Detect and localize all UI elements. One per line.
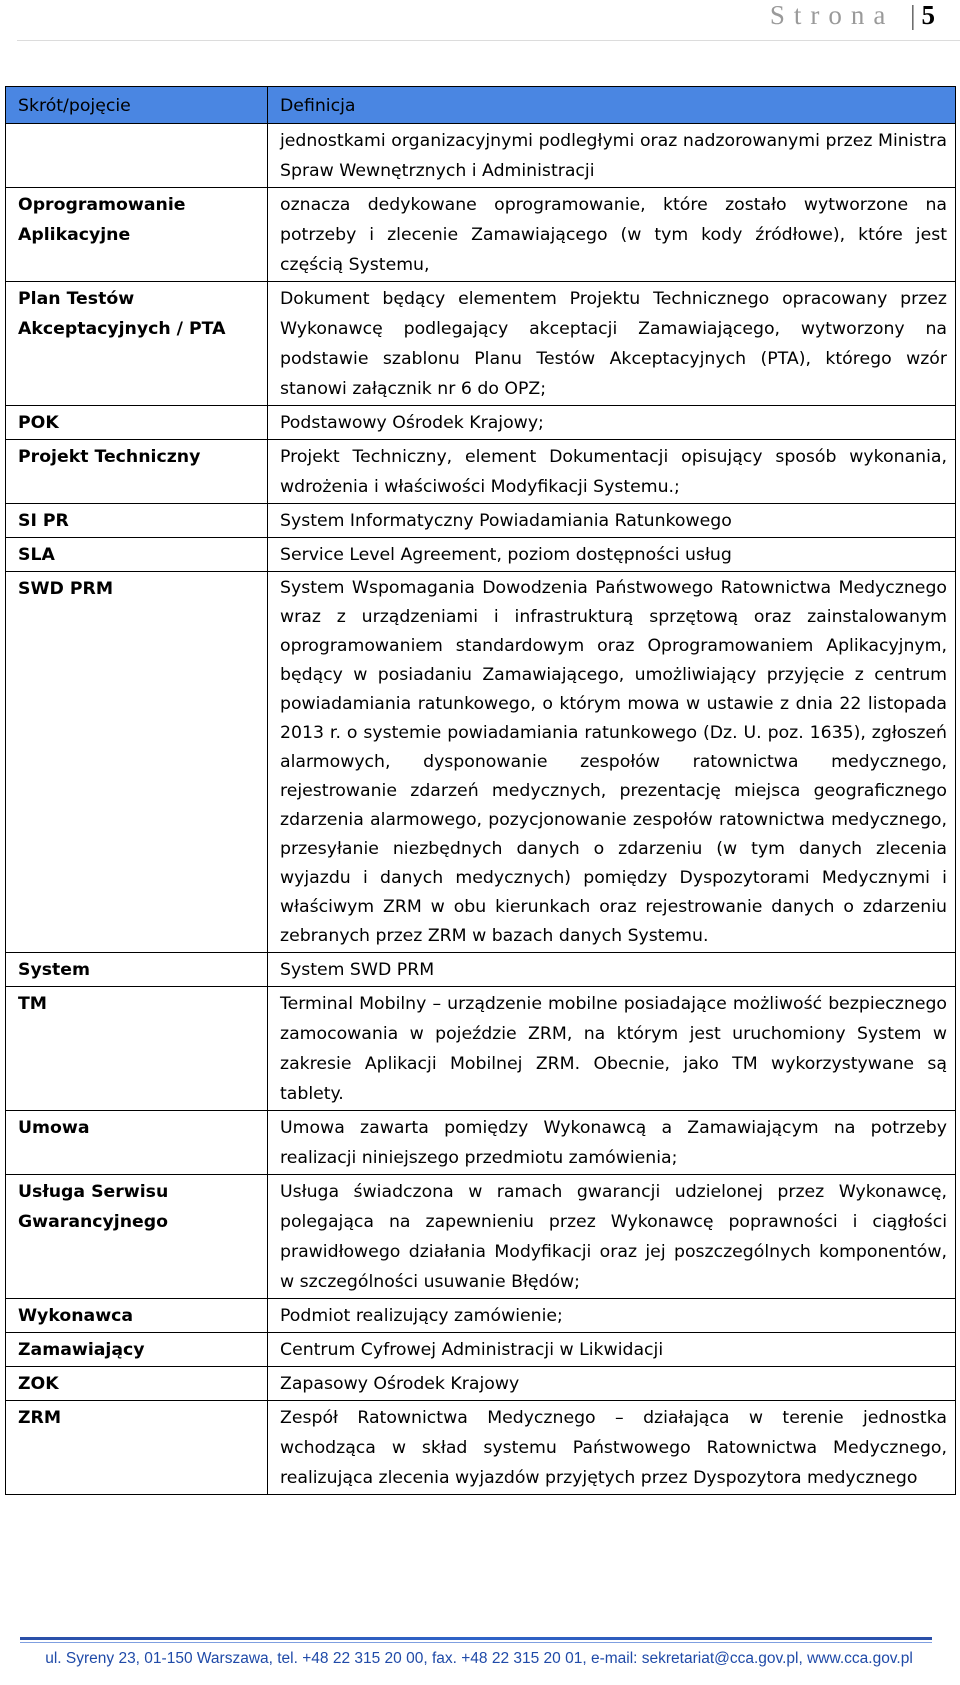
table-row <box>6 1299 956 1333</box>
term-text: Wykonawca <box>18 1306 134 1326</box>
definition-cell: Podstawowy Ośrodek Krajowy; <box>268 406 956 440</box>
term-text: Oprogramowanie <box>18 195 186 215</box>
definition-cell: Podmiot realizujący zamówienie; <box>268 1299 956 1333</box>
table-row <box>6 987 956 1111</box>
term-text: SI PR <box>18 511 69 531</box>
definition-cell: Usługa świadczona w ramach gwarancji udzielonej przez Wykonawcę, polegająca na zapewnieniu przez Wykonawcę poprawności i ciągłości prawidłowego działania Modyfikacji oraz jej poszczególnych komponentów, w szczególności usuwanie Błędów; <box>268 1175 956 1299</box>
term-cell <box>6 987 268 1111</box>
term-text: Projekt Techniczny <box>18 447 201 467</box>
term-cell <box>6 440 268 504</box>
column-header-term: Skrót/pojęcie <box>6 87 268 124</box>
table-row <box>6 124 956 188</box>
definition-cell: Centrum Cyfrowej Administracji w Likwidacji <box>268 1333 956 1367</box>
definition-cell: Service Level Agreement, poziom dostępności usług <box>268 538 956 572</box>
table-row <box>6 282 956 406</box>
term-text: POK <box>18 413 59 433</box>
definition-cell: oznacza dedykowane oprogramowanie, które zostało wytworzone na potrzeby i zlecenie Zamawiającego (w tym kody źródłowe), które jest częścią Systemu, <box>268 188 956 282</box>
term-text: Plan Testów <box>18 289 135 309</box>
definition-cell: Zespół Ratownictwa Medycznego – działająca w terenie jednostka wchodząca w skład systemu Państwowego Ratownictwa Medycznego, realizująca zlecenia wyjazdów przyjętych przez Dyspozytora medycznego <box>268 1401 956 1495</box>
term-text: ZOK <box>18 1374 59 1394</box>
term-text: Aplikacyjne <box>18 225 131 245</box>
term-cell <box>6 406 268 440</box>
table-row <box>6 1111 956 1175</box>
table-row <box>6 406 956 440</box>
page-word: Strona <box>769 0 895 30</box>
table-row <box>6 953 956 987</box>
table-body <box>6 124 956 1495</box>
term-cell <box>6 124 268 188</box>
term-text: Akceptacyjnych / PTA <box>18 319 226 339</box>
table-row <box>6 1333 956 1367</box>
definition-cell: System Informatyczny Powiadamiania Ratunkowego <box>268 504 956 538</box>
term-cell <box>6 572 268 953</box>
page-number-label: Strona | 5 <box>769 0 935 30</box>
page-header <box>0 0 960 40</box>
table-header-row <box>6 87 956 124</box>
term-cell <box>6 188 268 282</box>
term-cell <box>6 282 268 406</box>
term-cell <box>6 953 268 987</box>
footer-divider <box>20 1637 932 1640</box>
definition-cell: Terminal Mobilny – urządzenie mobilne posiadające możliwość bezpiecznego zamocowania w pojeździe ZRM, na którym jest uruchomiony System w zakresie Aplikacji Mobilnej ZRM. Obecnie, jako TM wykorzystywane są tablety. <box>268 987 956 1111</box>
table-row <box>6 188 956 282</box>
term-cell <box>6 1111 268 1175</box>
term-text: Usługa Serwisu <box>18 1182 169 1202</box>
footer-address: ul. Syreny 23, 01-150 Warszawa, tel. +48 22 315 20 00, fax. +48 22 315 20 01, e-mail: sekretariat@cca.gov.pl, www.cca.gov.pl <box>45 1650 913 1667</box>
term-text: SWD PRM <box>18 579 114 599</box>
definition-cell: jednostkami organizacyjnymi podległymi oraz nadzorowanymi przez Ministra Spraw Wewnętrznych i Administracji <box>268 124 956 188</box>
footer-divider-thin <box>20 1642 932 1643</box>
table-row <box>6 440 956 504</box>
term-cell <box>6 1333 268 1367</box>
table-row <box>6 1367 956 1401</box>
term-text: Gwarancyjnego <box>18 1212 168 1232</box>
term-text: Umowa <box>18 1118 90 1138</box>
definition-cell: Zapasowy Ośrodek Krajowy <box>268 1367 956 1401</box>
definition-cell: System Wspomagania Dowodzenia Państwowego Ratownictwa Medycznego wraz z urządzeniami i infrastrukturą sprzętową oraz zainstalowanym oprogramowaniem standardowym oraz Oprogramowaniem Aplikacyjnym, będący w posiadaniu Zamawiającego, umożliwiający przyjęcie z centrum powiadamiania ratunkowego, o którym mowa w ustawie z dnia 22 listopada 2013 r. o systemie powiadamiania ratunkowego (Dz. U. poz. 1635), zgłoszeń alarmowych, dysponowanie zespołów ratownictwa medycznego, rejestrowanie zdarzeń medycznych, prezentację miejsca geograficznego zdarzenia alarmowego, pozycjonowanie zespołów ratownictwa medycznego, przesyłanie niezbędnych danych o zdarzeniu (w tym danych zlecenia wyjazdu i danych medycznych) pomiędzy Dyspozytorami Medycznymi i właściwym ZRM w obu kierunkach oraz rejestrowanie danych o zdarzeniu zebranych przez ZRM w bazach danych Systemu. <box>268 572 956 953</box>
term-cell <box>6 1175 268 1299</box>
term-cell <box>6 504 268 538</box>
header-divider <box>17 40 960 41</box>
term-cell <box>6 538 268 572</box>
term-text: System <box>18 960 90 980</box>
table-row <box>6 538 956 572</box>
column-header-definition: Definicja <box>268 87 956 124</box>
page-number: 5 <box>921 0 935 30</box>
term-text: TM <box>18 994 47 1014</box>
term-text: Zamawiający <box>18 1340 145 1360</box>
term-text: ZRM <box>18 1408 62 1428</box>
definition-cell: Umowa zawarta pomiędzy Wykonawcą a Zamawiającym na potrzeby realizacji niniejszego przedmiotu zamówienia; <box>268 1111 956 1175</box>
table-row <box>6 504 956 538</box>
term-cell <box>6 1367 268 1401</box>
definition-cell: System SWD PRM <box>268 953 956 987</box>
term-text: SLA <box>18 545 55 565</box>
definition-cell: Projekt Techniczny, element Dokumentacji opisujący sposób wykonania, wdrożenia i właściwości Modyfikacji Systemu.; <box>268 440 956 504</box>
table-row <box>6 572 956 953</box>
term-cell <box>6 1299 268 1333</box>
definition-cell: Dokument będący elementem Projektu Technicznego opracowany przez Wykonawcę podlegający akceptacji Zamawiającego, wytworzony na podstawie szablonu Planu Testów Akceptacyjnych (PTA), którego wzór stanowi załącznik nr 6 do OPZ; <box>268 282 956 406</box>
table-row <box>6 1401 956 1495</box>
table-row <box>6 1175 956 1299</box>
definitions-table <box>5 86 956 1495</box>
term-cell <box>6 1401 268 1495</box>
